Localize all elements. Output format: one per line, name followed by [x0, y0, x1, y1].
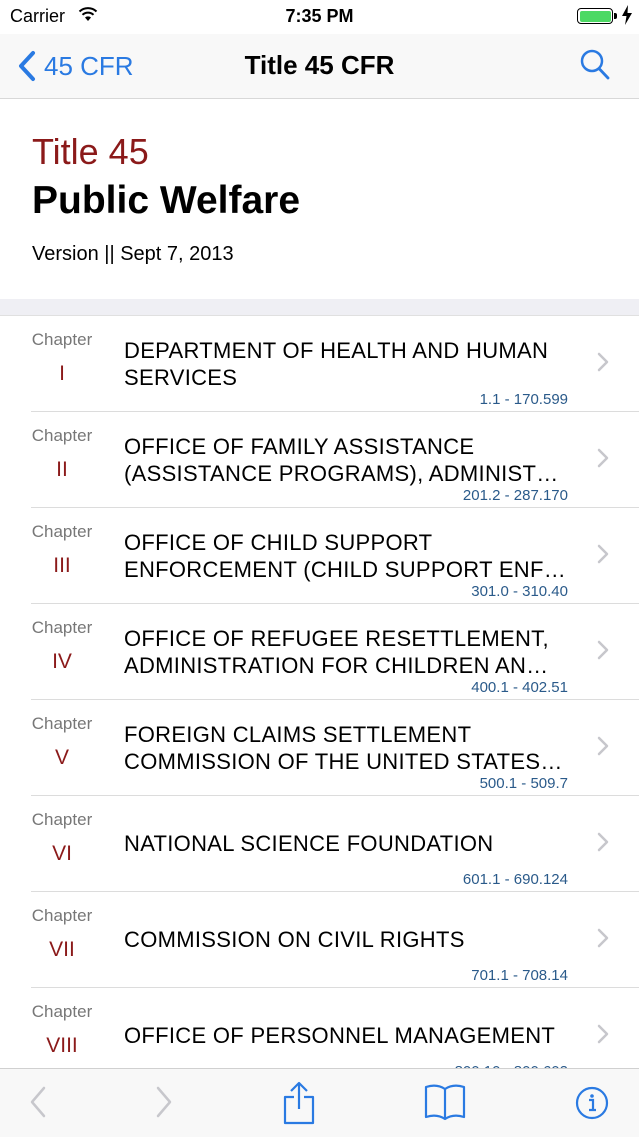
battery-tip	[614, 13, 617, 19]
back-button-label: 45 CFR	[44, 50, 134, 81]
title-number: Title 45	[32, 131, 149, 172]
chevron-right-icon	[597, 736, 609, 756]
history-forward-button[interactable]	[154, 1085, 174, 1124]
chapter-name: OFFICE OF CHILD SUPPORT ENFORCEMENT (CHILD SUPPORT ENF…	[124, 530, 567, 582]
chapter-number: IV	[52, 650, 72, 673]
chapter-label: Chapter	[31, 522, 93, 541]
status-bar	[0, 0, 639, 34]
chapter-row[interactable]	[31, 892, 639, 988]
chapter-name: FOREIGN CLAIMS SETTLEMENT COMMISSION OF THE UNITED STATES…	[124, 722, 563, 774]
chapter-name: OFFICE OF REFUGEE RESETTLEMENT, ADMINISTRATION FOR CHILDREN AN…	[124, 626, 549, 678]
chapter-number: VII	[49, 938, 75, 961]
share-button[interactable]	[282, 1081, 316, 1130]
charging-icon	[621, 5, 633, 30]
chapter-row[interactable]	[31, 604, 639, 700]
title-header	[0, 99, 639, 299]
chapter-label: Chapter	[31, 810, 93, 829]
chapter-range: 601.1 - 690.124	[462, 871, 568, 888]
battery-icon	[577, 8, 613, 24]
chapter-label: Chapter	[31, 714, 93, 733]
chapter-number: VIII	[46, 1034, 78, 1057]
chevron-right-icon	[154, 1085, 174, 1119]
chapter-label: Chapter	[31, 906, 93, 925]
carrier-label: Carrier	[10, 6, 66, 26]
chevron-right-icon	[597, 544, 609, 564]
chapter-number: VI	[52, 842, 72, 865]
status-time: 7:35 PM	[285, 6, 354, 26]
chapter-label: Chapter	[31, 426, 93, 445]
version-label: Version || Sept 7, 2013	[32, 243, 234, 265]
chapter-range: 701.1 - 708.14	[471, 967, 568, 984]
chapter-name: OFFICE OF PERSONNEL MANAGEMENT	[124, 1023, 556, 1048]
search-button[interactable]	[579, 48, 611, 87]
history-back-button[interactable]	[28, 1085, 48, 1124]
chapter-list	[0, 316, 639, 1068]
chapter-range: 400.1 - 402.51	[471, 679, 568, 696]
chapter-range: 500.1 - 509.7	[479, 775, 568, 792]
chapter-range: 301.0 - 310.40	[471, 583, 568, 600]
info-button[interactable]	[575, 1086, 609, 1125]
title-name: Public Welfare	[32, 179, 301, 222]
chevron-right-icon	[597, 352, 609, 372]
chevron-left-icon	[28, 1085, 48, 1119]
navigation-bar	[0, 34, 639, 99]
share-icon	[282, 1081, 316, 1125]
chapter-name: NATIONAL SCIENCE FOUNDATION	[124, 831, 494, 856]
chapter-row[interactable]	[31, 508, 639, 604]
chapter-range: 201.2 - 287.170	[462, 487, 568, 504]
chapter-row[interactable]	[31, 316, 639, 412]
chapter-label: Chapter	[31, 618, 93, 637]
chevron-right-icon	[597, 448, 609, 468]
chapter-name: DEPARTMENT OF HEALTH AND HUMAN SERVICES	[124, 338, 549, 390]
chapter-number: II	[56, 458, 68, 481]
chevron-right-icon	[597, 1024, 609, 1044]
chapter-label: Chapter	[31, 1002, 93, 1021]
chapter-number: I	[59, 362, 65, 385]
chapter-row[interactable]	[31, 412, 639, 508]
chapter-name: OFFICE OF FAMILY ASSISTANCE (ASSISTANCE PROGRAMS), ADMINIST…	[124, 434, 559, 486]
chevron-right-icon	[597, 928, 609, 948]
section-separator	[0, 299, 639, 316]
chevron-right-icon	[597, 640, 609, 660]
chapter-range: 1.1 - 170.599	[479, 391, 568, 408]
chevron-right-icon	[597, 832, 609, 852]
chapter-name: COMMISSION ON CIVIL RIGHTS	[124, 927, 465, 952]
search-icon	[579, 48, 611, 82]
chapter-number: III	[53, 554, 71, 577]
info-icon	[575, 1086, 609, 1120]
chapter-row[interactable]	[31, 796, 639, 892]
chapter-label: Chapter	[31, 330, 93, 349]
chapter-row[interactable]	[31, 700, 639, 796]
book-icon	[424, 1083, 466, 1121]
bookmarks-button[interactable]	[424, 1083, 466, 1126]
bottom-toolbar	[0, 1068, 639, 1137]
page-title: Title 45 CFR	[244, 50, 395, 80]
chapter-number: V	[54, 746, 69, 769]
